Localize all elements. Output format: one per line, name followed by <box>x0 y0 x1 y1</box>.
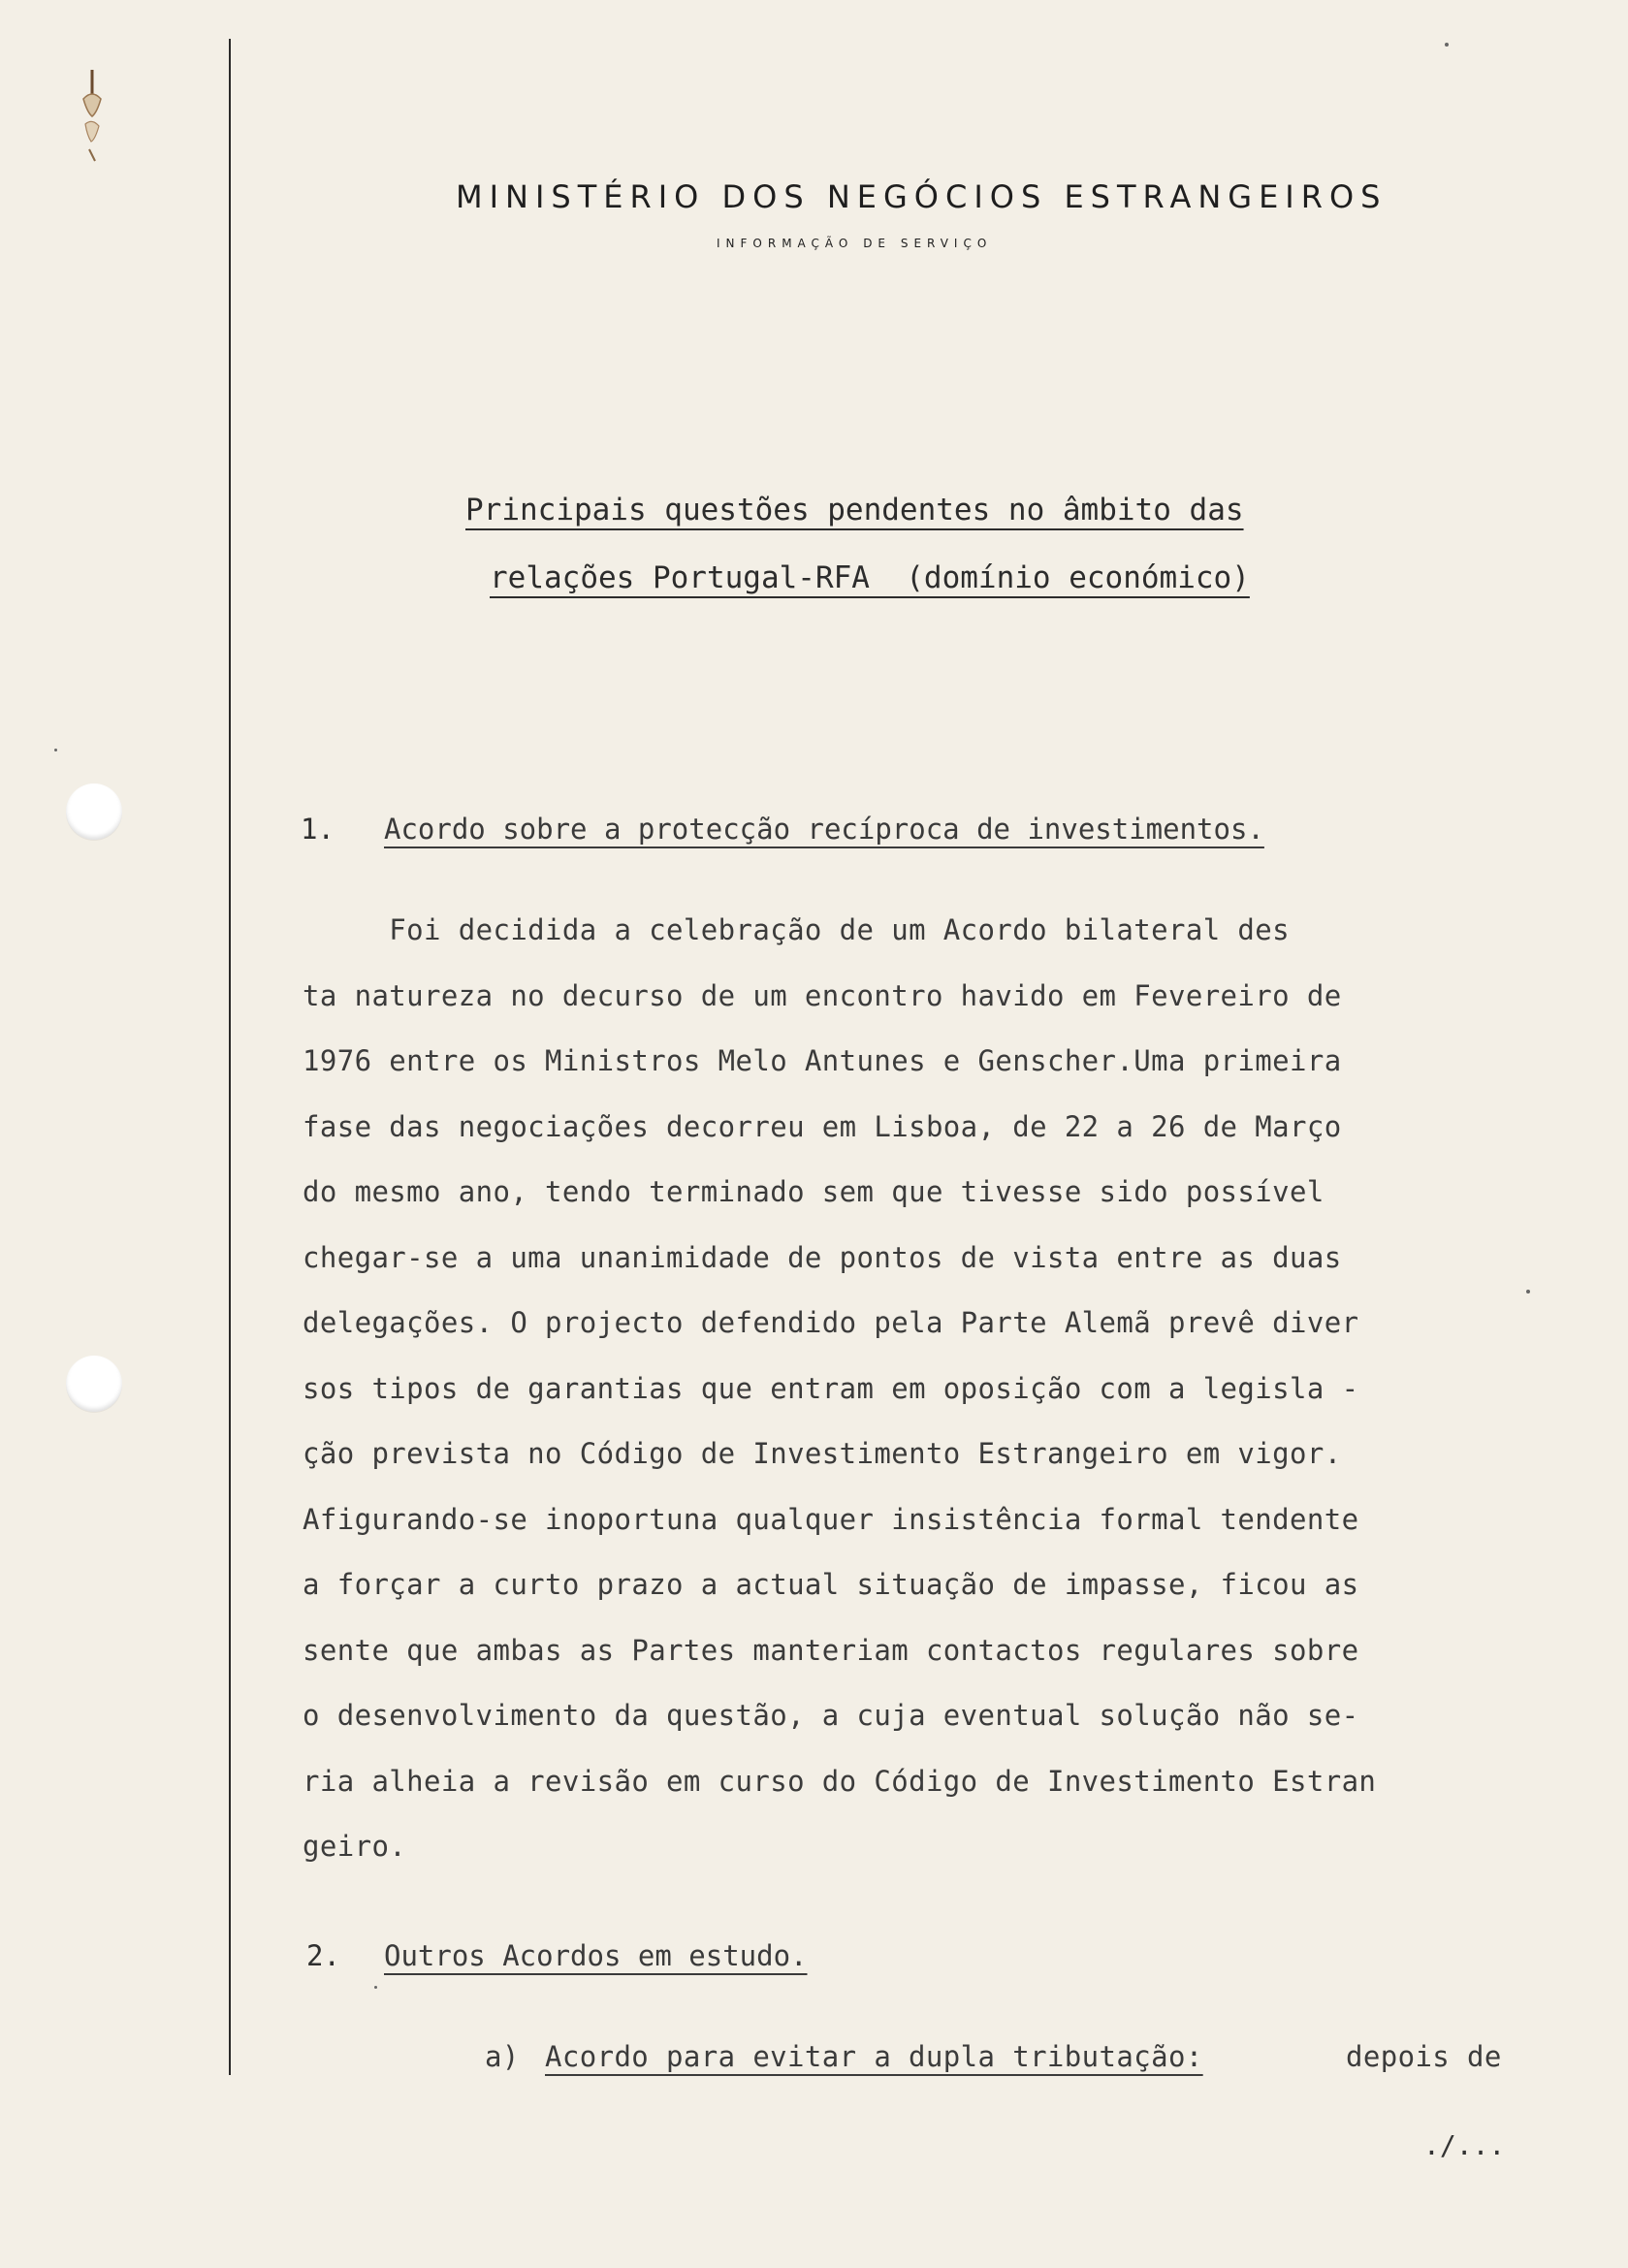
item-a-heading: Acordo para evitar a dupla tributação: <box>545 2040 1203 2073</box>
punch-hole-bottom <box>66 1356 122 1412</box>
body-line: ção prevista no Código de Investimento Estrangeiro em vigor. <box>303 1437 1342 1470</box>
body-line: chegar-se a uma unanimidade de pontos de vista entre as duas <box>303 1240 1342 1274</box>
staple-mark-icon <box>76 66 109 173</box>
body-line: fase das negociações decorreu em Lisboa, de 22 a 26 de Março <box>303 1109 1342 1143</box>
punch-hole-top <box>66 783 122 840</box>
body-line: geiro. <box>303 1830 407 1863</box>
document-title-line-1: Principais questões pendentes no âmbito das <box>465 493 1244 527</box>
paper-speck <box>374 1986 377 1989</box>
body-line: o desenvolvimento da questão, a cuja eventual solução não se- <box>303 1699 1359 1732</box>
body-line: 1976 entre os Ministros Melo Antunes e Genscher.Uma primeira <box>303 1044 1342 1077</box>
body-line: sente que ambas as Partes manteriam contactos regulares sobre <box>303 1633 1359 1667</box>
section-2-number: 2. <box>306 1939 340 1972</box>
body-line: sos tipos de garantias que entram em oposição com a legisla - <box>303 1371 1359 1405</box>
paper-speck <box>54 749 57 751</box>
body-line: do mesmo ano, tendo terminado sem que tivesse sido possível <box>303 1175 1325 1208</box>
item-a-text: depois de <box>1346 2040 1502 2073</box>
paper-speck <box>1445 43 1449 47</box>
paper-speck <box>1526 1290 1530 1294</box>
body-line: delegações. O projecto defendido pela Parte Alemã prevê diver <box>303 1306 1359 1339</box>
item-a-label: a) <box>485 2040 520 2073</box>
continuation-mark: ./... <box>1423 2129 1506 2161</box>
body-line: Foi decidida a celebração de um Acordo bilateral des <box>303 913 1290 946</box>
letterhead-subtitle: INFORMAÇÃO DE SERVIÇO <box>717 237 993 250</box>
section-2-heading: Outros Acordos em estudo. <box>384 1939 808 1972</box>
body-line: a forçar a curto prazo a actual situação de impasse, ficou as <box>303 1568 1359 1601</box>
body-line: ta natureza no decurso de um encontro havido em Fevereiro de <box>303 978 1342 1012</box>
section-1-heading: Acordo sobre a protecção recíproca de investimentos. <box>384 813 1264 846</box>
margin-rule <box>229 39 231 2075</box>
document-title-line-2: relações Portugal-RFA (domínio económico) <box>490 560 1250 595</box>
body-line: ria alheia a revisão em curso do Código de Investimento Estran <box>303 1764 1377 1798</box>
section-1-number: 1. <box>301 813 335 846</box>
body-line: Afigurando-se inoportuna qualquer insistência formal tendente <box>303 1502 1359 1536</box>
letterhead-ministry: MINISTÉRIO DOS NEGÓCIOS ESTRANGEIROS <box>456 178 1388 215</box>
